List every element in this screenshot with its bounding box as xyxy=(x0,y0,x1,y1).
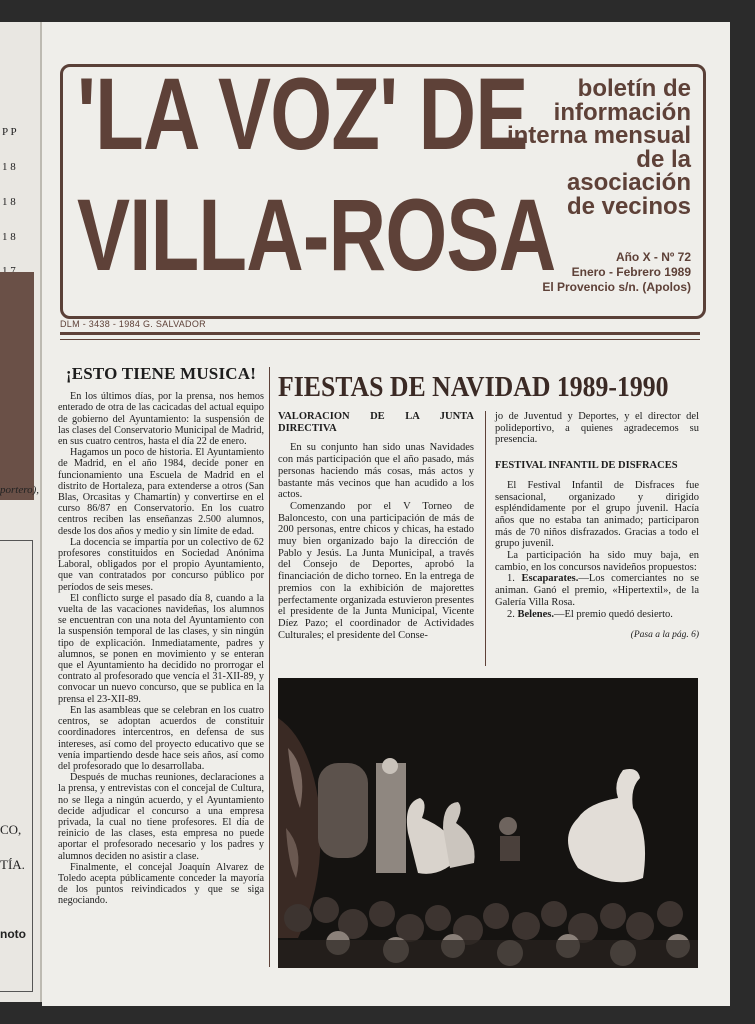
masthead xyxy=(60,57,706,319)
divider xyxy=(60,332,700,335)
item-text: —Los comerciantes no se animan. Ganó el premio, «Hipertextil», de la Galería Villa Rosa. xyxy=(495,573,699,608)
item-label: Belenes. xyxy=(517,608,554,620)
left-page-fragment: CO, xyxy=(0,822,22,837)
subtitle-line: interna mensual xyxy=(506,122,691,149)
paragraph: El conflicto surge el pasado día 8, cuando a la vuelta de las vacaciones navideñas, los alumnos se encuentran con una nota del Ayuntamiento con la suspensión temporal de las clases, y sin ningún tipo de explicación. Inmediatamente, padres y alumnos, se ponen en movimiento y se enteran que el Ayuntamiento ha decidido no prorrogar el contrato al profesorado que vencía el 31-XII-89, y convocar un nuevo concurso, que se publica en la prensa el 23-XII-89. xyxy=(58,592,264,705)
section-heading: FESTIVAL INFANTIL DE DISFRACES xyxy=(495,460,678,472)
fiestas-column-1 xyxy=(278,411,474,641)
paragraph: En su conjunto han sido unas Navidades con más participación que el año pasado, más personas haciendo más cosas, más actos y bastante más vecinos que han acudido a los actos. xyxy=(278,442,474,501)
festival-photo-illustration xyxy=(278,678,698,968)
subtitle-line: asociación xyxy=(566,169,691,196)
column-divider xyxy=(269,367,270,967)
article-title: ¡ESTO TIENE MUSICA! xyxy=(65,364,257,383)
left-page-photo-band xyxy=(0,272,34,500)
left-page-box xyxy=(0,540,33,992)
left-table-row: 1 8 xyxy=(2,160,16,173)
list-item: 2. Belenes.—El premio quedó desierto. xyxy=(507,608,673,620)
paragraph: Comenzando por el V Torneo de Baloncesto, con una participación de más de 200 personas, entre chicos y chicas, ha estado muy bien organizado bajo la dirección de Pablo y Jesús. La Junta Municipal, a través del Consejo de Deportes, aprobó la financiación de dicho torneo. En la entrega de premios con la exhibición de majorettes perfectamente organizada estuvieron presentes el presidente de la Junta Municipal, Vicente Díez Pazo; el coordinador de Actividades Culturales; el presidente del Conse- xyxy=(278,500,475,641)
issue-address: El Provencio s/n. (Apolos) xyxy=(542,280,691,294)
paragraph: Finalmente, el concejal Joaquín Alvarez de Toledo acepta públicamente conceder la mayoría de los puntos reivindicados y que se siga negociando. xyxy=(58,861,264,907)
item-label: Escaparates. xyxy=(521,573,579,585)
masthead-subtitle xyxy=(507,77,691,218)
left-page-fragment: noto xyxy=(0,927,26,941)
festival-photo xyxy=(278,678,698,968)
issue-info xyxy=(542,250,691,295)
paragraph: Hagamos un poco de historia. El Ayuntamiento de Madrid, en el año 1984, decide poner en funcionamiento una Escuela de Madrid en el distrito de Hortaleza, para extenderse a otros (San Blas, Orcasitas y Chamartín) y convertirse en el curso 86/87 en Conservatorio. En los cuatro centros reciben las enseñanzas 2.500 alumnos, desde los dos años y medio y sin límite de edad. xyxy=(58,447,264,537)
paragraph: En las asambleas que se celebran en los cuatro centros, se adoptan acuerdos de constituir coordinadores intercentros, en defensa de sus intereses, así como del proyecto educativo que se venía impartiendo desde hace seis años, así como del profesorado que lo desarrollaba. xyxy=(58,704,264,772)
left-page-fragment: portero), xyxy=(0,484,40,496)
left-page-edge xyxy=(0,22,42,1002)
paragraph: En los últimos días, por la prensa, nos hemos enterado de otra de las cacicadas del actual equipo de gobierno del Ayuntamiento: la suspensión de las clases del Conservatorio Municipal de Madrid, en sus cuatro centros, hasta el día 22 de enero. xyxy=(58,391,264,448)
paragraph: La participación ha sido muy baja, en cambio, en los concursos navideños propuestos: xyxy=(495,550,699,573)
list-item: 1. Escaparates.—Los comerciantes no se animan. Ganó el premio, «Hipertextil», de la Galería Villa Rosa. xyxy=(495,573,699,608)
article-musica xyxy=(58,364,264,907)
issue-date: Enero - Febrero 1989 xyxy=(571,265,691,279)
subtitle-line: de vecinos xyxy=(566,192,691,220)
divider xyxy=(60,339,700,340)
paragraph: La docencia se impartía por un colectivo de 62 profesores constituidos en Sociedad Anónima Laboral, obligados por el propio Ayuntamiento, que van contratados por concurso público por períodos de seis meses. xyxy=(58,536,264,593)
left-table-header: P P xyxy=(2,126,17,139)
paragraph: jo de Juventud y Deportes, y el director del polideportivo, a quienes agradecemos su presencia. xyxy=(495,411,699,446)
paragraph: Después de muchas reuniones, declaraciones a la prensa, y entrevistas con el concejal de Cultura, no se llega a ningún acuerdo, y el Ayuntamiento decide adjudicar el concurso a una empresa privada, la cual no tiene profesores. El día de reinicio de las clases, esta empresa no puede aportar el profesorado necesario y los padres y alumnos deciden no asistir a clase. xyxy=(58,772,264,862)
subtitle-line: información xyxy=(553,98,691,126)
subtitle-line: de la xyxy=(636,145,691,173)
item-text: —El premio quedó desierto. xyxy=(553,608,673,620)
left-page-fragment: TÍA. xyxy=(0,857,25,872)
left-table-row: 1 8 xyxy=(2,230,16,243)
fiestas-column-2 xyxy=(495,411,699,642)
subtitle-line: boletín de xyxy=(577,75,691,102)
section-heading: VALORACION DE LA JUNTA DIRECTIVA xyxy=(278,411,474,434)
column-divider xyxy=(485,411,486,666)
article-title-fiestas: FIESTAS DE NAVIDAD 1989-1990 xyxy=(278,372,669,403)
left-table-row: 1 8 xyxy=(2,195,16,208)
continued-note: (Pasa a la pág. 6) xyxy=(630,630,699,641)
legal-deposit: DLM - 3438 - 1984 G. SALVADOR xyxy=(60,319,206,329)
masthead-title-line2: VILLA-ROSA xyxy=(77,178,556,292)
paragraph: El Festival Infantil de Disfraces fue sensacional, organizado y dirigido espléndidamente por el grupo juvenil. Hacía años que no estaba tan animado; participaron más de 70 niños disfrazados. Gracias a todo el grupo juvenil. xyxy=(495,479,699,550)
issue-number: Año X - Nº 72 xyxy=(615,250,691,264)
masthead-title-line1: 'LA VOZ' DE xyxy=(77,57,528,171)
newspaper-page xyxy=(42,22,730,1006)
